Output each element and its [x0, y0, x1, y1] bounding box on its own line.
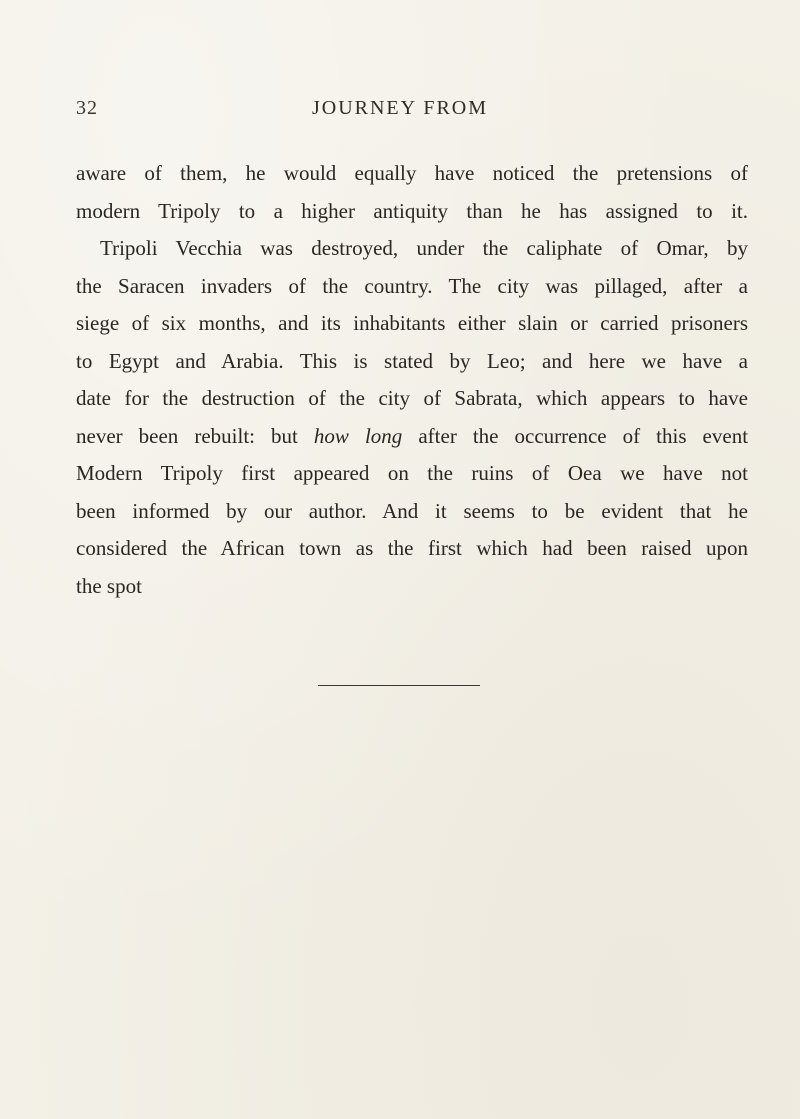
page-number: 32 — [76, 97, 98, 119]
text-line: to Egypt and Arabia. This is stated by Leo; and here we have a — [76, 348, 748, 373]
text-line: considered the African town as the first which had been raised upon — [76, 536, 748, 560]
text-line: the Saracen invaders of the country. The city was pillaged, after a — [76, 273, 748, 298]
text-line: been informed by our author. And it seems to be evident that he — [76, 498, 748, 523]
text-line: modern Tripoly to a higher antiquity than he has assigned to it. — [76, 198, 748, 223]
running-head: JOURNEY FROM — [311, 97, 489, 119]
text-line: aware of them, he would equally have noticed the pretensions of — [76, 161, 748, 185]
body-text — [76, 155, 748, 605]
text-segment: never been rebuilt: but — [76, 423, 298, 448]
text-line: Tripoli Vecchia was destroyed, under the caliphate of Omar, by — [100, 236, 748, 260]
text-line: date for the destruction of the city of Sabrata, which appears to have — [76, 386, 748, 410]
text-segment: after the occurrence of this event — [418, 423, 749, 448]
text-line: the spot — [76, 573, 142, 598]
text-line: Modern Tripoly first appeared on the ruins of Oea we have not — [76, 461, 748, 485]
text-line-with-italic — [76, 418, 748, 456]
italic-phrase: how long — [313, 423, 403, 448]
section-divider-rule — [318, 685, 480, 686]
text-line: siege of six months, and its inhabitants either slain or carried prisoners — [76, 311, 748, 335]
